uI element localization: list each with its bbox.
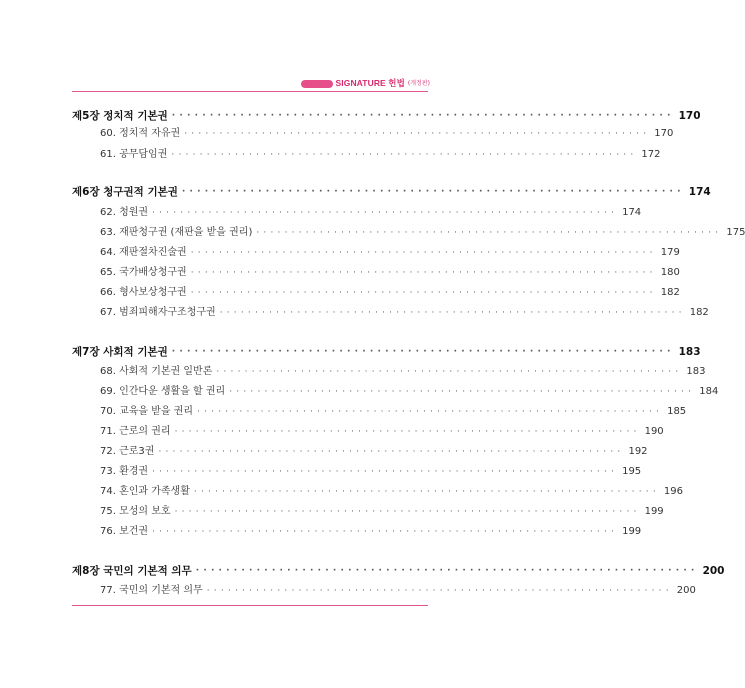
toc-page-number: 170: [678, 110, 701, 122]
toc-section-entry[interactable]: [72, 525, 642, 539]
toc-leader-dots: ··································································: [206, 586, 673, 596]
toc-page-number: 179: [660, 247, 680, 258]
toc-leader-dots: ··································································: [171, 150, 638, 160]
toc-section-title: 71. 근로의 권리: [100, 426, 171, 437]
toc-leader-dots: ··································································: [174, 427, 641, 437]
toc-page-number: 185: [667, 406, 687, 417]
toc-section-entry[interactable]: [72, 286, 680, 300]
toc-leader-dots: ··································································: [152, 527, 619, 537]
toc-leader-dots: ··································································: [174, 507, 641, 517]
toc-page-number: 199: [622, 526, 642, 537]
toc-page-number: 184: [699, 386, 719, 397]
toc-leader-dots: ··································································: [190, 248, 657, 258]
toc-chapter-entry[interactable]: [72, 345, 701, 359]
toc-page-number: 182: [660, 287, 680, 298]
toc-leader-dots: ··································································: [152, 467, 619, 477]
toc-leader-dots: ··································································: [229, 387, 696, 397]
toc-section-entry[interactable]: [72, 127, 674, 141]
toc-page-number: 175: [726, 227, 745, 238]
toc-section-entry[interactable]: [72, 266, 680, 280]
toc-section-entry[interactable]: [72, 465, 642, 479]
toc-page-number: 190: [644, 426, 664, 437]
toc-page-number: 196: [663, 486, 683, 497]
toc-section-title: 69. 인간다운 생활을 할 권리: [100, 386, 226, 397]
toc-leader-dots: ··································································: [152, 208, 619, 218]
toc-page-number: 200: [702, 565, 725, 577]
toc-leader-dots: ··································································: [184, 129, 651, 139]
toc-page-number: 174: [622, 207, 642, 218]
toc-chapter-entry[interactable]: [72, 109, 701, 123]
toc-section-title: 73. 환경권: [100, 466, 149, 477]
toc-section-title: 60. 정치적 자유권: [100, 128, 181, 139]
toc-page-number: 195: [622, 466, 642, 477]
toc-leader-dots: ··································································: [190, 268, 657, 278]
toc-leader-dots: ··································································: [219, 308, 686, 318]
toc-leader-dots: ··································································: [216, 367, 683, 377]
toc-leader-dots: ··································································: [195, 566, 699, 576]
toc-section-entry[interactable]: [72, 365, 706, 379]
book-label: SIGNATURE 헌법: [335, 78, 405, 88]
book-sub-label: (개정판): [407, 80, 430, 87]
toc-chapter-title: 제5장 정치적 기본권: [72, 110, 168, 122]
toc-page-number: 170: [654, 128, 674, 139]
badge-pill-icon: [301, 80, 333, 88]
toc-section-title: 74. 혼인과 가족생활: [100, 486, 190, 497]
toc-leader-dots: ··································································: [190, 288, 657, 298]
toc-page-number: 183: [686, 366, 706, 377]
toc-chapter-entry[interactable]: [72, 564, 725, 578]
toc-section-title: 61. 공무담임권: [100, 149, 168, 160]
toc-section-title: 65. 국가배상청구권: [100, 267, 187, 278]
toc-page-number: 199: [644, 506, 664, 517]
toc-page-number: 200: [676, 585, 696, 596]
toc-page-number: 180: [660, 267, 680, 278]
toc-page-number: 172: [641, 149, 661, 160]
toc-page-number: 192: [628, 446, 648, 457]
toc-section-entry[interactable]: [72, 405, 687, 419]
toc-chapter-title: 제6장 청구권적 기본권: [72, 186, 178, 198]
toc-section-title: 62. 청원권: [100, 207, 149, 218]
toc-page-number: 182: [689, 307, 709, 318]
toc-section-title: 68. 사회적 기본권 일반론: [100, 366, 213, 377]
toc-section-entry[interactable]: [72, 505, 664, 519]
toc-section-entry[interactable]: [72, 246, 680, 260]
toc-leader-dots: ··································································: [171, 111, 675, 121]
toc-section-title: 64. 재판절차진술권: [100, 247, 187, 258]
toc-section-title: 67. 범죄피해자구조청구권: [100, 307, 216, 318]
toc-section-entry[interactable]: [72, 306, 709, 320]
toc-chapter-title: 제8장 국민의 기본적 의무: [72, 565, 192, 577]
toc-page-number: 174: [688, 186, 711, 198]
toc-section-entry[interactable]: [72, 584, 696, 598]
toc-section-entry[interactable]: [72, 206, 642, 220]
toc-leader-dots: ··································································: [197, 407, 664, 417]
toc-section-title: 75. 모성의 보호: [100, 506, 171, 517]
toc-section-title: 70. 교육을 받을 권리: [100, 406, 194, 417]
toc-leader-dots: ··································································: [256, 228, 723, 238]
toc-section-entry[interactable]: [72, 385, 719, 399]
toc-section-entry[interactable]: [72, 445, 648, 459]
toc-leader-dots: ··································································: [158, 447, 625, 457]
toc-section-entry[interactable]: [72, 425, 664, 439]
toc-chapter-title: 제7장 사회적 기본권: [72, 346, 168, 358]
toc-section-title: 66. 형사보상청구권: [100, 287, 187, 298]
top-divider: [72, 91, 428, 92]
toc-leader-dots: ··································································: [171, 347, 675, 357]
bottom-divider: [72, 605, 428, 606]
toc-section-entry[interactable]: [72, 148, 661, 162]
toc-section-entry[interactable]: [72, 485, 683, 499]
toc-leader-dots: ··································································: [193, 487, 660, 497]
toc-page-number: 183: [678, 346, 701, 358]
toc-section-entry[interactable]: [72, 226, 745, 240]
toc-chapter-entry[interactable]: [72, 185, 711, 199]
toc-section-title: 72. 근로3권: [100, 446, 155, 457]
header-badge: [301, 78, 431, 89]
toc-section-title: 76. 보건권: [100, 526, 149, 537]
toc-leader-dots: ··································································: [181, 187, 685, 197]
toc-section-title: 77. 국민의 기본적 의무: [100, 585, 203, 596]
toc-section-title: 63. 재판청구권 (재판을 받을 권리): [100, 227, 253, 238]
